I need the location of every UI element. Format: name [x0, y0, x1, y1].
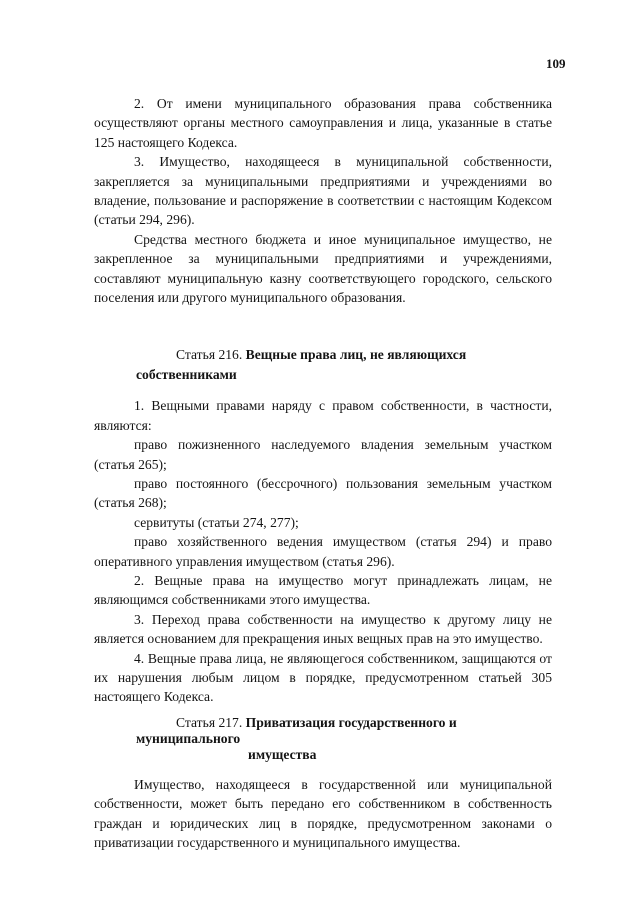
article-216-paragraph-3: 3. Переход права собственности на имущество к другому лицу не является основанием для прекращения иных вещных прав на это имущество.: [94, 611, 552, 647]
article-216-item-b: право постоянного (бессрочного) пользования земельным участком (статья 268);: [94, 475, 552, 511]
article-215-paragraph-2: 2. От имени муниципального образования права собственника осуществляют органы местного самоуправления и лица, указанные в статье 125 настоящего Кодекса.: [94, 96, 552, 150]
article-216-paragraph-2: 2. Вещные права на имущество могут принадлежать лицам, не являющимся собственниками этого имущества.: [94, 572, 552, 608]
article-217-title-line-1: Приватизация государственного и муниципального: [136, 714, 457, 746]
article-216-title: Вещные права лиц, не являющихся собственниками: [136, 347, 467, 382]
article-216-item-c: сервитуты (статьи 274, 277);: [134, 514, 299, 530]
article-216-heading: [94, 345, 552, 384]
article-216-paragraph-4: 4. Вещные права лица, не являющегося собственником, защищаются от их нарушения любым лицом в порядке, предусмотренном статьей 305 настоящего Кодекса.: [94, 650, 552, 705]
article-216-item-d: право хозяйственного ведения имуществом (статья 294) и право оперативного управления имуществом (статья 296).: [94, 534, 552, 569]
article-217-paragraph-1: Имущество, находящееся в государственной или муниципальной собственности, может быть передано его собственником в собственность граждан и юридических лиц в порядке, предусмотренном законами о приватизации государственного и муниципального имущества.: [94, 776, 552, 850]
document-body: [94, 94, 552, 852]
article-215-paragraph-4: Средства местного бюджета и иное муниципальное имущество, не закрепленное за муниципальными предприятиями и учреждениями, составляют муниципальную казну соответствующего городского, сельского поселения или другого муниципального образования.: [94, 231, 552, 306]
article-216-item-a: право пожизненного наследуемого владения земельным участком (статья 265);: [94, 437, 552, 472]
page-number: 109: [546, 56, 566, 71]
article-217-heading: [94, 715, 552, 747]
article-216-paragraph-1: 1. Вещными правами наряду с правом собственности, в частности, являются:: [94, 398, 552, 433]
article-217-label: Статья 217.: [176, 714, 243, 730]
article-216-label: Статья 216.: [176, 347, 243, 363]
article-215-paragraph-3: 3. Имущество, находящееся в муниципальной собственности, закрепляется за муниципальными предприятиями и учреждениями во владение, пользование и распоряжение в соответствии с настоящим Кодексом (статьи 294, 296).: [94, 154, 552, 228]
article-217-title-line-2: имущества: [248, 746, 317, 762]
